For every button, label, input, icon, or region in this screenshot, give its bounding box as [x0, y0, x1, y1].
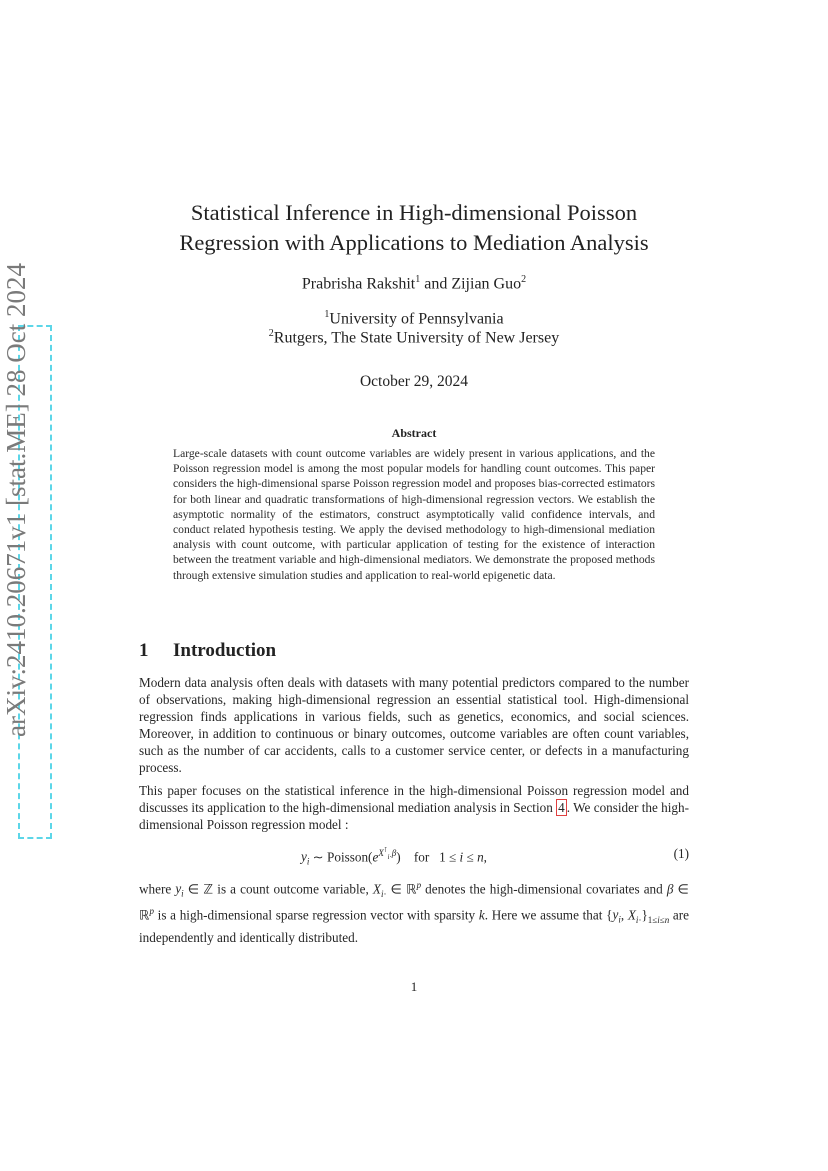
- authors: [120, 274, 708, 293]
- paper-title: [120, 198, 708, 258]
- affiliation-2-mark: 2: [268, 328, 274, 339]
- equation-number: (1): [673, 846, 689, 861]
- paragraph-2-text-b: . We consider the high-dimensional Poisson regression model :: [139, 800, 689, 832]
- paragraph-2-text-a: This paper focuses on the statistical inference in the high-dimensional Poisson regression model and discusses its application to the high-dimensional mediation analysis in Section: [139, 783, 689, 815]
- paragraph-3-text: . Here we assume: [484, 907, 579, 923]
- author-2: Zijian Guo: [451, 275, 522, 293]
- section-number: 1: [139, 640, 149, 661]
- affiliation-1-mark: 1: [324, 309, 330, 320]
- section-title: Introduction: [173, 640, 277, 661]
- abstract-text: Large-scale datasets with count outcome variables are widely present in various applications, and the Poisson regression model is among the most popular models for handling count outcomes. This paper considers the high-dimensional sparse Poisson regression model and proposes bias-corrected estimators for both linear and quadratic transformations of high-dimensional regression vectors. We establish the asymptotic normality of the estimators, construct asymptotically valid confidence intervals, and conduct related hypothesis testing. We apply the devised methodology to high-dimensional mediation analysis with count outcome, with particular application of testing for the existence of interaction between the treatment variable and high-dimensional mediators. We demonstrate the proposed methods through extensive simulation studies and application to real-world epigenetic data.: [173, 447, 655, 582]
- publication-date: October 29, 2024: [359, 373, 469, 390]
- author-separator: and: [420, 275, 452, 293]
- author-1: Prabrisha Rakshit: [301, 275, 416, 293]
- section-heading: [139, 640, 276, 662]
- paragraph-3-text: denotes the high-dimensional covariates: [421, 881, 640, 897]
- section-reference-link[interactable]: 4: [558, 800, 565, 815]
- author-2-affiliation-mark: 2: [521, 274, 527, 285]
- equation-1: [139, 846, 689, 868]
- intro-paragraph-1: Modern data analysis often deals with datasets with many potential predictors compared to the number of observations, making high-dimensional regression an essential statistical tool. High-dimensional regression finds applications in various fields, such as genetics, economics, and social sciences. Moreover, in addition to continuous or binary outcomes, outcome variables are often count variables, such as the number of car accidents, calls to a customer service center, or defects in a manufacturing process.: [139, 675, 689, 775]
- paragraph-3-text: that: [582, 907, 607, 923]
- abstract-heading: Abstract: [391, 426, 437, 440]
- intro-paragraph-3: where $y_i$ ∈ ℤ is a count outcome variable, $X_{i\cdot}$ ∈ ℝ$^p$ denotes the high-dimensional covariates and β ∈ ℝ$^p$ is a high-dimensional sparse regression vector with sparsity k. Here we assume that {$y_i$, $X_{i\cdot}\}_{1\le i\le n}$ are independently and identically distributed.: [139, 880, 690, 946]
- paragraph-3-text: is a count outcome variable,: [213, 881, 373, 897]
- paragraph-3-text: where: [139, 881, 176, 897]
- intro-paragraph-2: [139, 782, 689, 833]
- paragraph-3-text: and: [643, 881, 667, 897]
- title-line-2: Regression with Applications to Mediation Analysis: [179, 230, 649, 255]
- equation-body: $y_i$ ∼ $Poisson(e^{X^⊺_{i\cdot}\beta})$ for 1 ≤ i ≤ n,: [301, 846, 487, 868]
- page-number: 1: [410, 979, 418, 994]
- title-line-1: Statistical Inference in High-dimensional Poisson: [190, 200, 638, 225]
- affiliation-2-name: Rutgers, The State University of New Jersey: [273, 329, 560, 347]
- paragraph-3-text: is a high-dimensional sparse regression vector with sparsity: [153, 907, 479, 923]
- affiliation-1-name: University of Pennsylvania: [329, 310, 504, 328]
- paragraph-3-text: are independently and identically distributed.: [139, 907, 690, 946]
- affiliation-1: [120, 309, 708, 328]
- affiliation-2: [120, 328, 708, 347]
- author-1-affiliation-mark: 1: [415, 274, 421, 285]
- arxiv-identifier: arXiv:2410.20671v1 [stat.ME] 28 Oct 2024: [1, 263, 31, 737]
